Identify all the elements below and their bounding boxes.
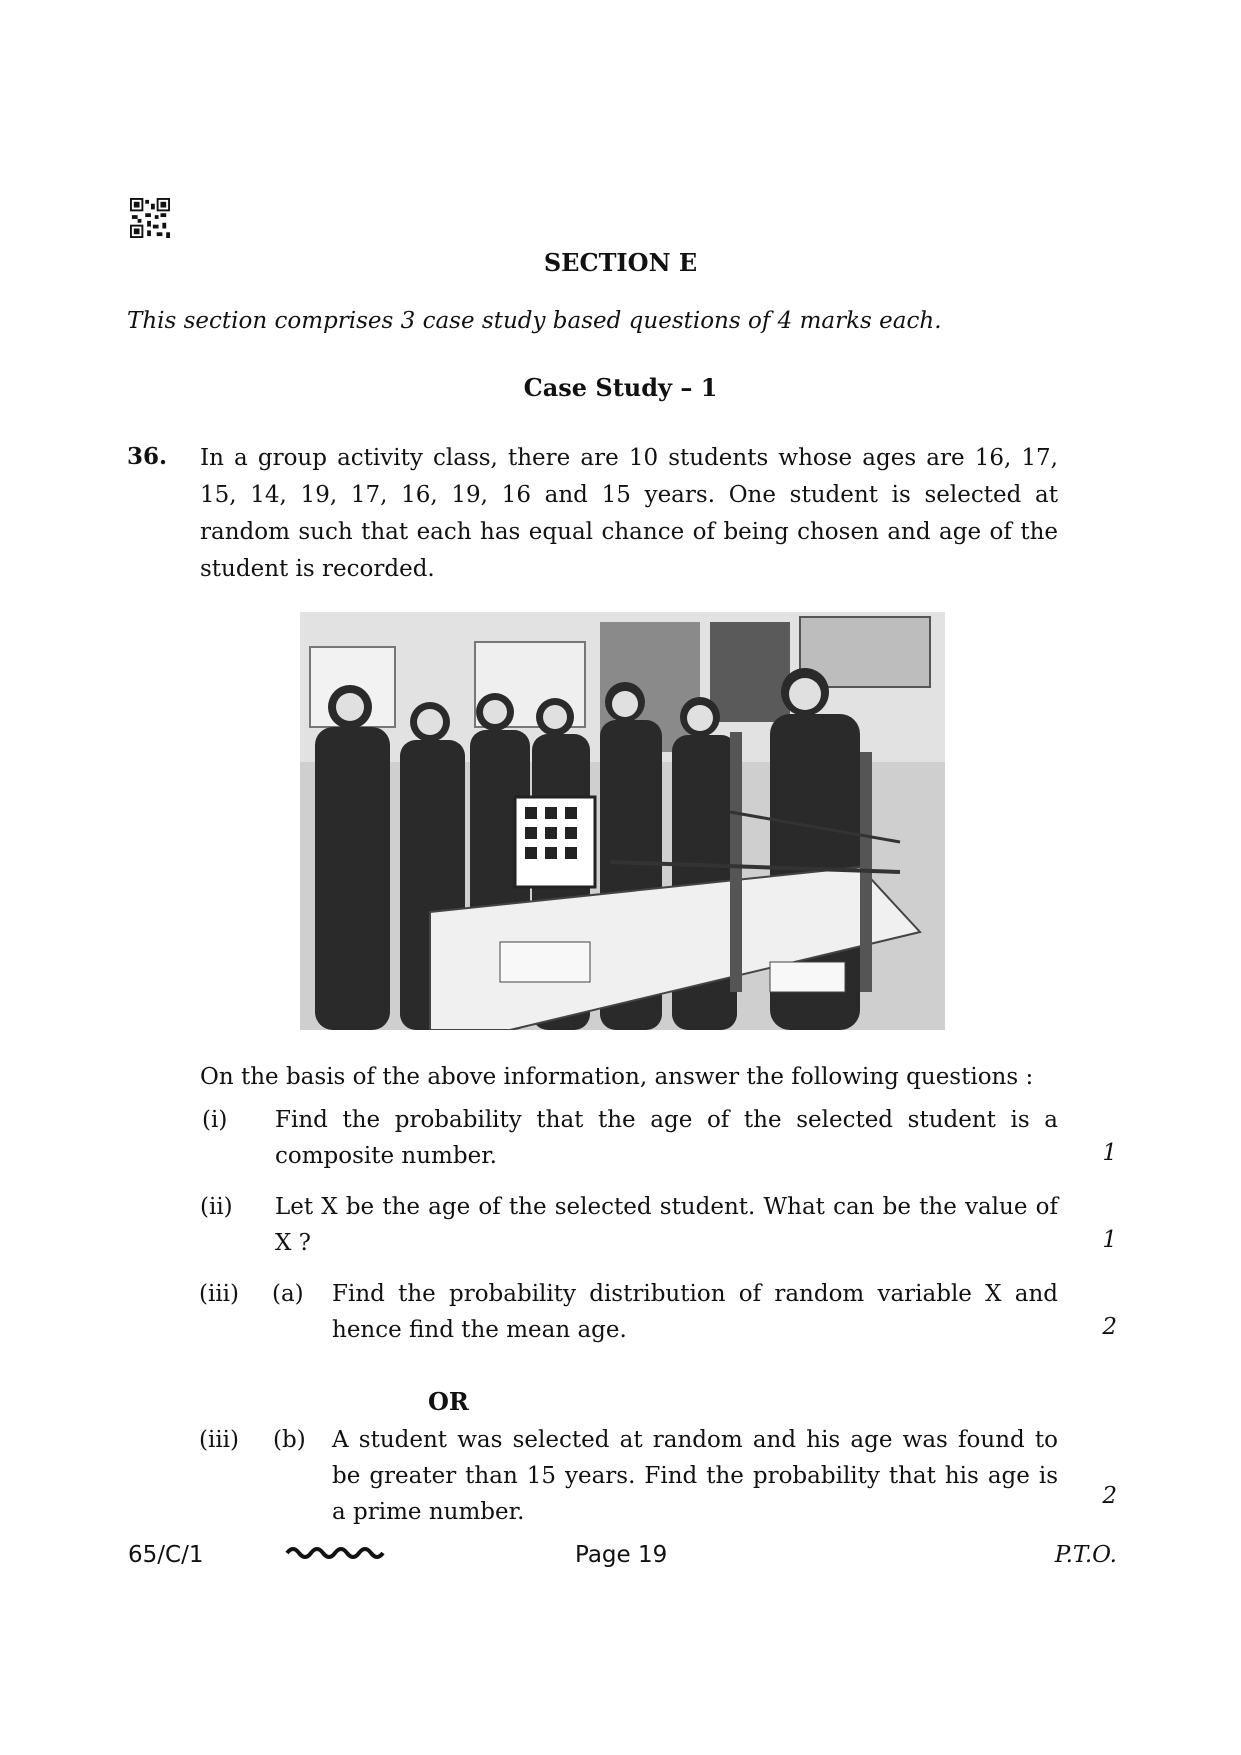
part-i-label: (i): [202, 1107, 228, 1133]
lead-instruction: On the basis of the above information, answer the following questions :: [200, 1064, 1034, 1090]
footer-code: 65/C/1: [128, 1542, 204, 1568]
part-iii-a-sublabel: (a): [272, 1281, 304, 1307]
part-ii-label: (ii): [200, 1194, 233, 1220]
part-iii-a-text: Find the probability distribution of random variable X and hence find the mean age.: [332, 1281, 1058, 1343]
part-iii-b-label: (iii): [199, 1427, 240, 1453]
footer-pto: P.T.O.: [1054, 1542, 1117, 1568]
part-iii-b-marks: 2: [1102, 1483, 1117, 1509]
part-iii-a-marks: 2: [1102, 1314, 1117, 1340]
part-iii-b-sublabel: (b): [273, 1427, 306, 1453]
section-intro: This section comprises 3 case study based questions of 4 marks each.: [127, 308, 942, 334]
qr-code-icon: [130, 198, 170, 238]
part-i-text: Find the probability that the age of the selected student is a composite number.: [275, 1107, 1058, 1169]
part-ii-marks: 1: [1102, 1227, 1117, 1253]
part-iii-a-label: (iii): [199, 1281, 240, 1307]
question-text: In a group activity class, there are 10 students whose ages are 16, 17, 15, 14, 19, 17, 16, 19, 16 and 15 years. One student is selected at random such that each has equal chance of being chosen and age of the student is recorded.: [200, 445, 1058, 582]
part-i-marks: 1: [1102, 1140, 1117, 1166]
students-exhibition-photo: [300, 612, 945, 1030]
section-title: SECTION E: [543, 248, 698, 277]
wavy-line-icon: [285, 1542, 385, 1564]
part-iii-b-text: A student was selected at random and his age was found to be greater than 15 years. Find the probability that his age is a prime number.: [332, 1427, 1058, 1525]
or-separator: OR: [428, 1387, 469, 1416]
case-study-title: Case Study – 1: [523, 373, 718, 402]
footer-page-number: Page 19: [575, 1542, 668, 1568]
question-number: 36.: [127, 443, 168, 470]
part-ii-text: Let X be the age of the selected student. What can be the value of X ?: [275, 1194, 1058, 1256]
